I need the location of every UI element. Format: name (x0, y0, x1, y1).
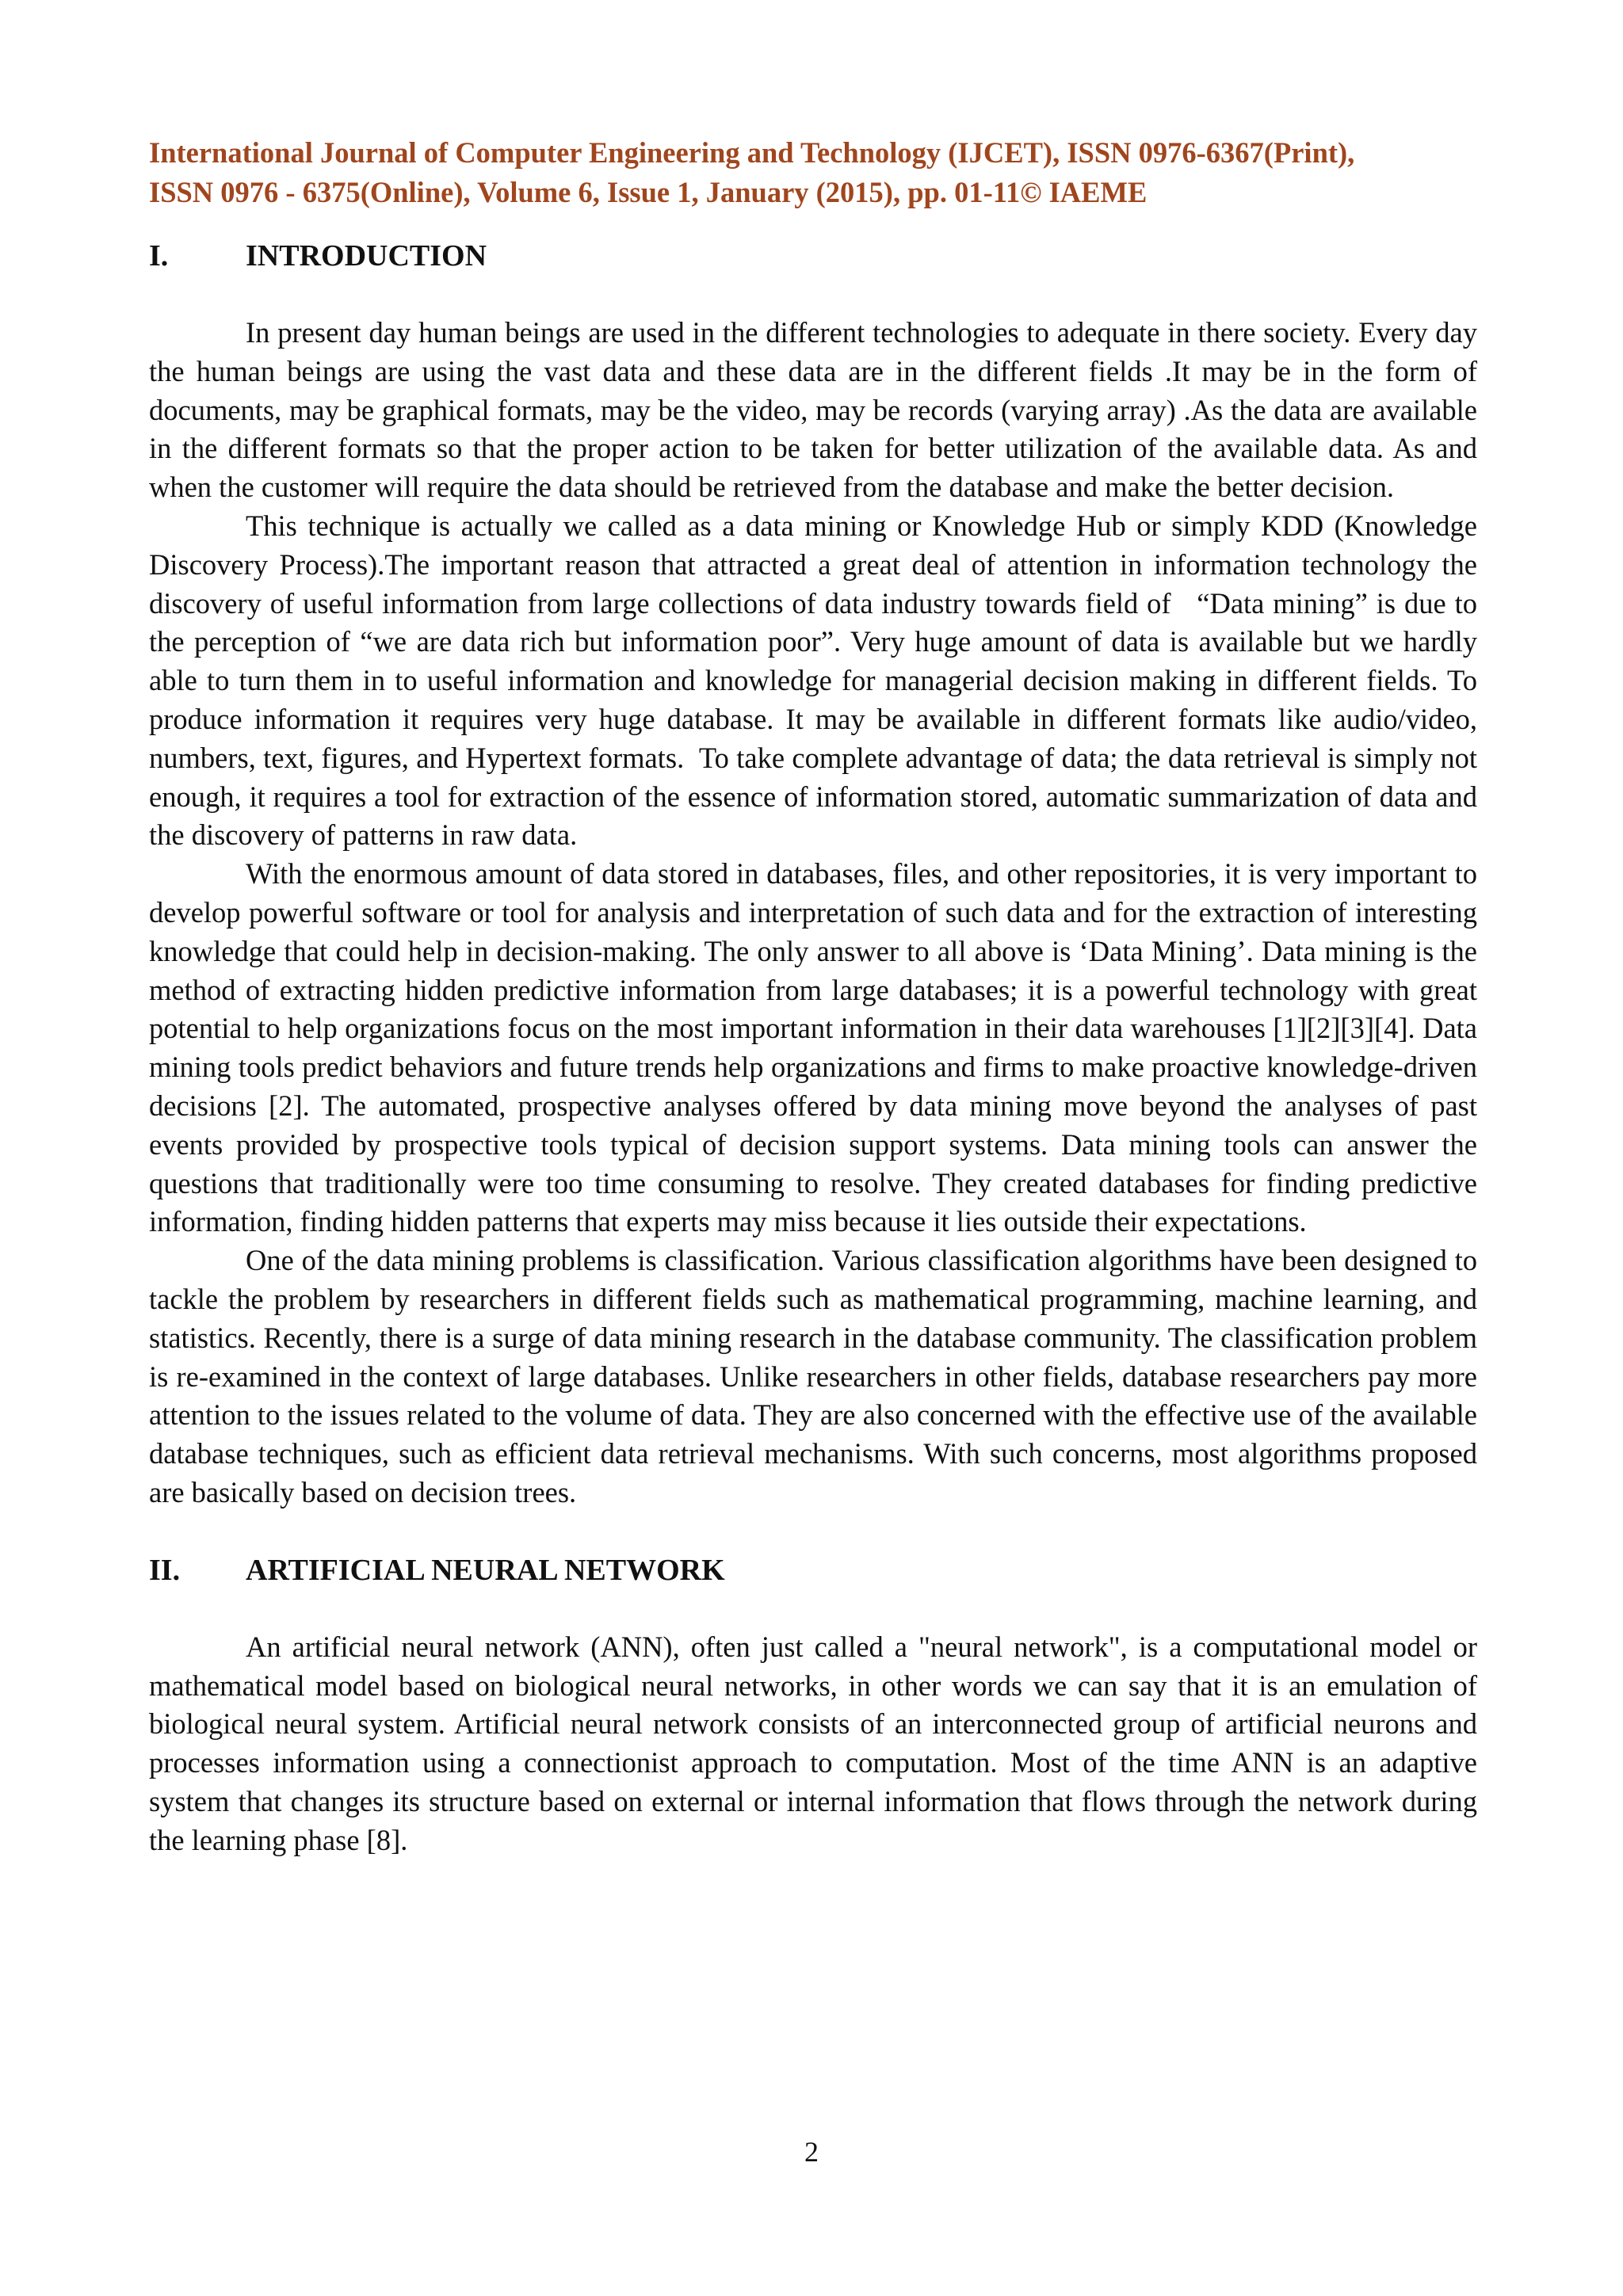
paragraph: With the enormous amount of data stored in databases, files, and other repositories, it is very important to develop powerful software or tool for analysis and interpretation of such data and for the extraction of interesting knowledge that could help in decision-making. The only answer to all above is ‘Data Mining’. Data mining is the method of extracting hidden predictive information from large databases; it is a powerful technology with great potential to help organizations focus on the most important information in their data warehouses [1][2][3][4]. Data mining tools predict behaviors and future trends help organizations and firms to make proactive knowledge-driven decisions [2]. The automated, prospective analyses offered by data mining move beyond the analyses of past events provided by prospective tools typical of decision support systems. Data mining tools can answer the questions that traditionally were too time consuming to resolve. They created databases for finding predictive information, finding hidden patterns that experts may miss because it lies outside their expectations. (149, 857, 1477, 1238)
page-number: 2 (804, 2136, 819, 2168)
section-number: I. (149, 239, 169, 273)
paragraph: One of the data mining problems is classification. Various classification algorithms have been designed to tackle the problem by researchers in different fields such as mathematical programming, machine learning, and statistics. Recently, there is a surge of data mining research in the database community. The classification problem is re-examined in the context of large databases. Unlike researchers in other fields, database researchers pay more attention to the issues related to the volume of data. They are also concerned with the effective use of the available database techniques, such as efficient data retrieval mechanisms. With such concerns, most algorithms proposed are basically based on decision trees. (149, 1244, 1477, 1508)
section-heading (149, 1550, 1477, 1590)
paragraph: An artificial neural network (ANN), often just called a "neural network", is a computational model or mathematical model based on biological neural networks, in other words we can say that it is an emulation of biological neural system. Artificial neural network consists of an interconnected group of artificial neurons and processes information using a connectionist approach to computation. Most of the time ANN is an adaptive system that changes its structure based on external or internal information that flows through the network during the learning phase [8]. (149, 1630, 1477, 1856)
section-artificial-neural-network (149, 1550, 1477, 1860)
section-title: INTRODUCTION (246, 239, 487, 273)
paragraph: This technique is actually we called as a data mining or Knowledge Hub or simply KDD (Knowledge Discovery Process).The important reason that attracted a great deal of attention in information technology the discovery of useful information from large collections of data industry towards field of “Data mining” is due to the perception of “we are data rich but information poor”. Very huge amount of data is available but we hardly able to turn them in to useful information and knowledge for managerial decision making in different fields. To produce information it requires very huge database. It may be available in different formats like audio/video, numbers, text, figures, and Hypertext formats. To take complete advantage of data; the data retrieval is simply not enough, it requires a tool for extraction of the essence of information stored, automatic summarization of data and the discovery of patterns in raw data. (149, 509, 1477, 852)
section-heading (149, 236, 1477, 276)
journal-header-line-1: International Journal of Computer Engineering and Technology (IJCET), ISSN 0976-6367(Print), (149, 136, 1355, 169)
document-page (149, 133, 1477, 1859)
section-number: II. (149, 1553, 181, 1587)
section-title: ARTIFICIAL NEURAL NETWORK (246, 1553, 725, 1587)
section-introduction (149, 236, 1477, 1512)
section-spacer (149, 1512, 1477, 1550)
paragraph: In present day human beings are used in the different technologies to adequate in there society. Every day the human beings are using the vast data and these data are in the different fields .It may be in the form of documents, may be graphical formats, may be the video, may be records (varying array) .As the data are available in the different formats so that the proper action to be taken for better utilization of the available data. As and when the customer will require the data should be retrieved from the database and make the better decision. (149, 316, 1477, 504)
journal-header (149, 133, 1477, 212)
journal-header-line-2: ISSN 0976 - 6375(Online), Volume 6, Issue 1, January (2015), pp. 01-11© IAEME (149, 176, 1148, 208)
